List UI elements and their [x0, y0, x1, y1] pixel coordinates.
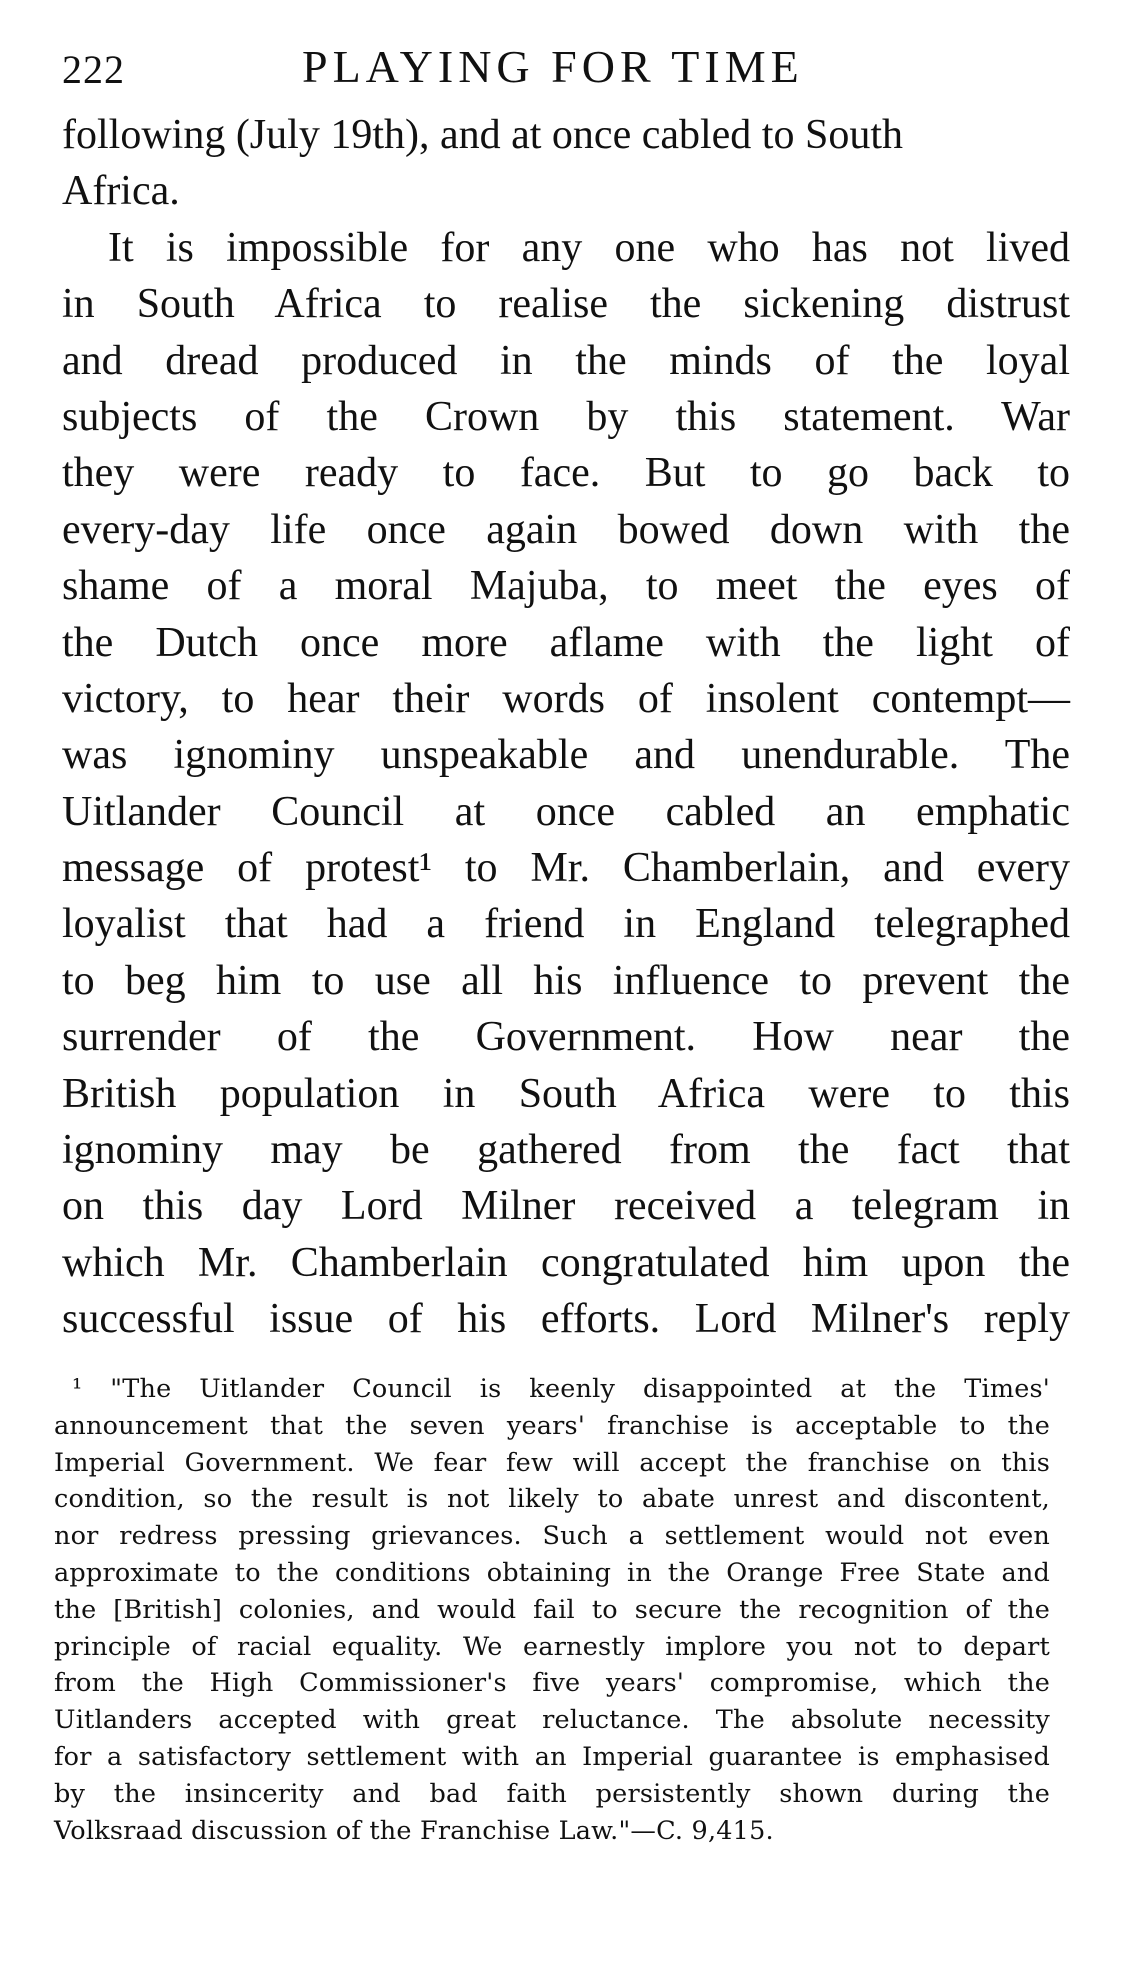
- body-line: was ignominy unspeakable and unendurable. The: [62, 732, 1070, 779]
- page-number: 222: [62, 47, 125, 92]
- body-line: shame of a moral Majuba, to meet the eyes of: [62, 563, 1070, 610]
- footnote-line: for a satisfactory settlement with an Imperial guarantee is emphasised: [54, 1741, 1050, 1772]
- body-line: in South Africa to realise the sickening distrust: [62, 281, 1070, 328]
- body-line: on this day Lord Milner received a telegram in: [62, 1183, 1070, 1230]
- body-line: British population in South Africa were to this: [62, 1070, 1070, 1117]
- body-text: [62, 107, 1070, 1348]
- body-line: Africa.: [62, 168, 180, 215]
- footnote-line: Imperial Government. We fear few will accept the franchise on this: [54, 1447, 1050, 1478]
- footnote-line: the [British] colonies, and would fail to secure the recognition of the: [54, 1594, 1050, 1625]
- footnote-line: ¹ "The Uitlander Council is keenly disappointed at the Times': [72, 1374, 1050, 1404]
- body-line: victory, to hear their words of insolent contempt—: [62, 675, 1070, 722]
- footnote-line: announcement that the seven years' franchise is acceptable to the: [54, 1410, 1050, 1441]
- body-line: to beg him to use all his influence to prevent the: [62, 957, 1070, 1004]
- page-header: [62, 36, 1062, 96]
- body-line: loyalist that had a friend in England telegraphed: [62, 901, 1070, 948]
- footnote-line: condition, so the result is not likely to abate unrest and discontent,: [54, 1484, 1050, 1515]
- body-line: they were ready to face. But to go back to: [62, 450, 1070, 497]
- body-line: ignominy may be gathered from the fact that: [62, 1127, 1070, 1174]
- body-line: It is impossible for any one who has not lived: [108, 224, 1070, 271]
- body-line: every-day life once again bowed down with the: [62, 506, 1070, 553]
- body-line: message of protest¹ to Mr. Chamberlain, and every: [62, 845, 1070, 892]
- body-line: following (July 19th), and at once cabled to South: [62, 112, 904, 158]
- footnote-line: by the insincerity and bad faith persistently shown during the: [54, 1778, 1050, 1809]
- footnote-line: from the High Commissioner's five years' compromise, which the: [54, 1668, 1050, 1699]
- footnote-line: Uitlanders accepted with great reluctance. The absolute necessity: [54, 1705, 1050, 1736]
- running-head: PLAYING FOR TIME: [302, 41, 804, 92]
- body-line: successful issue of his efforts. Lord Milner's reply: [62, 1296, 1070, 1343]
- body-line: surrender of the Government. How near the: [62, 1014, 1070, 1061]
- footnote-line: Volksraad discussion of the Franchise Law."—C. 9,415.: [54, 1815, 774, 1846]
- body-line: and dread produced in the minds of the loyal: [62, 337, 1070, 384]
- footnote-line: principle of racial equality. We earnestly implore you not to depart: [54, 1631, 1050, 1662]
- footnote-line: nor redress pressing grievances. Such a settlement would not even: [54, 1521, 1050, 1552]
- body-line: which Mr. Chamberlain congratulated him upon the: [62, 1239, 1070, 1286]
- body-line: Uitlander Council at once cabled an emphatic: [62, 788, 1070, 835]
- body-line: subjects of the Crown by this statement. War: [62, 393, 1070, 440]
- body-line: the Dutch once more aflame with the light of: [62, 619, 1070, 666]
- footnote-line: approximate to the conditions obtaining in the Orange Free State and: [54, 1557, 1050, 1588]
- footnote: [54, 1371, 1050, 1849]
